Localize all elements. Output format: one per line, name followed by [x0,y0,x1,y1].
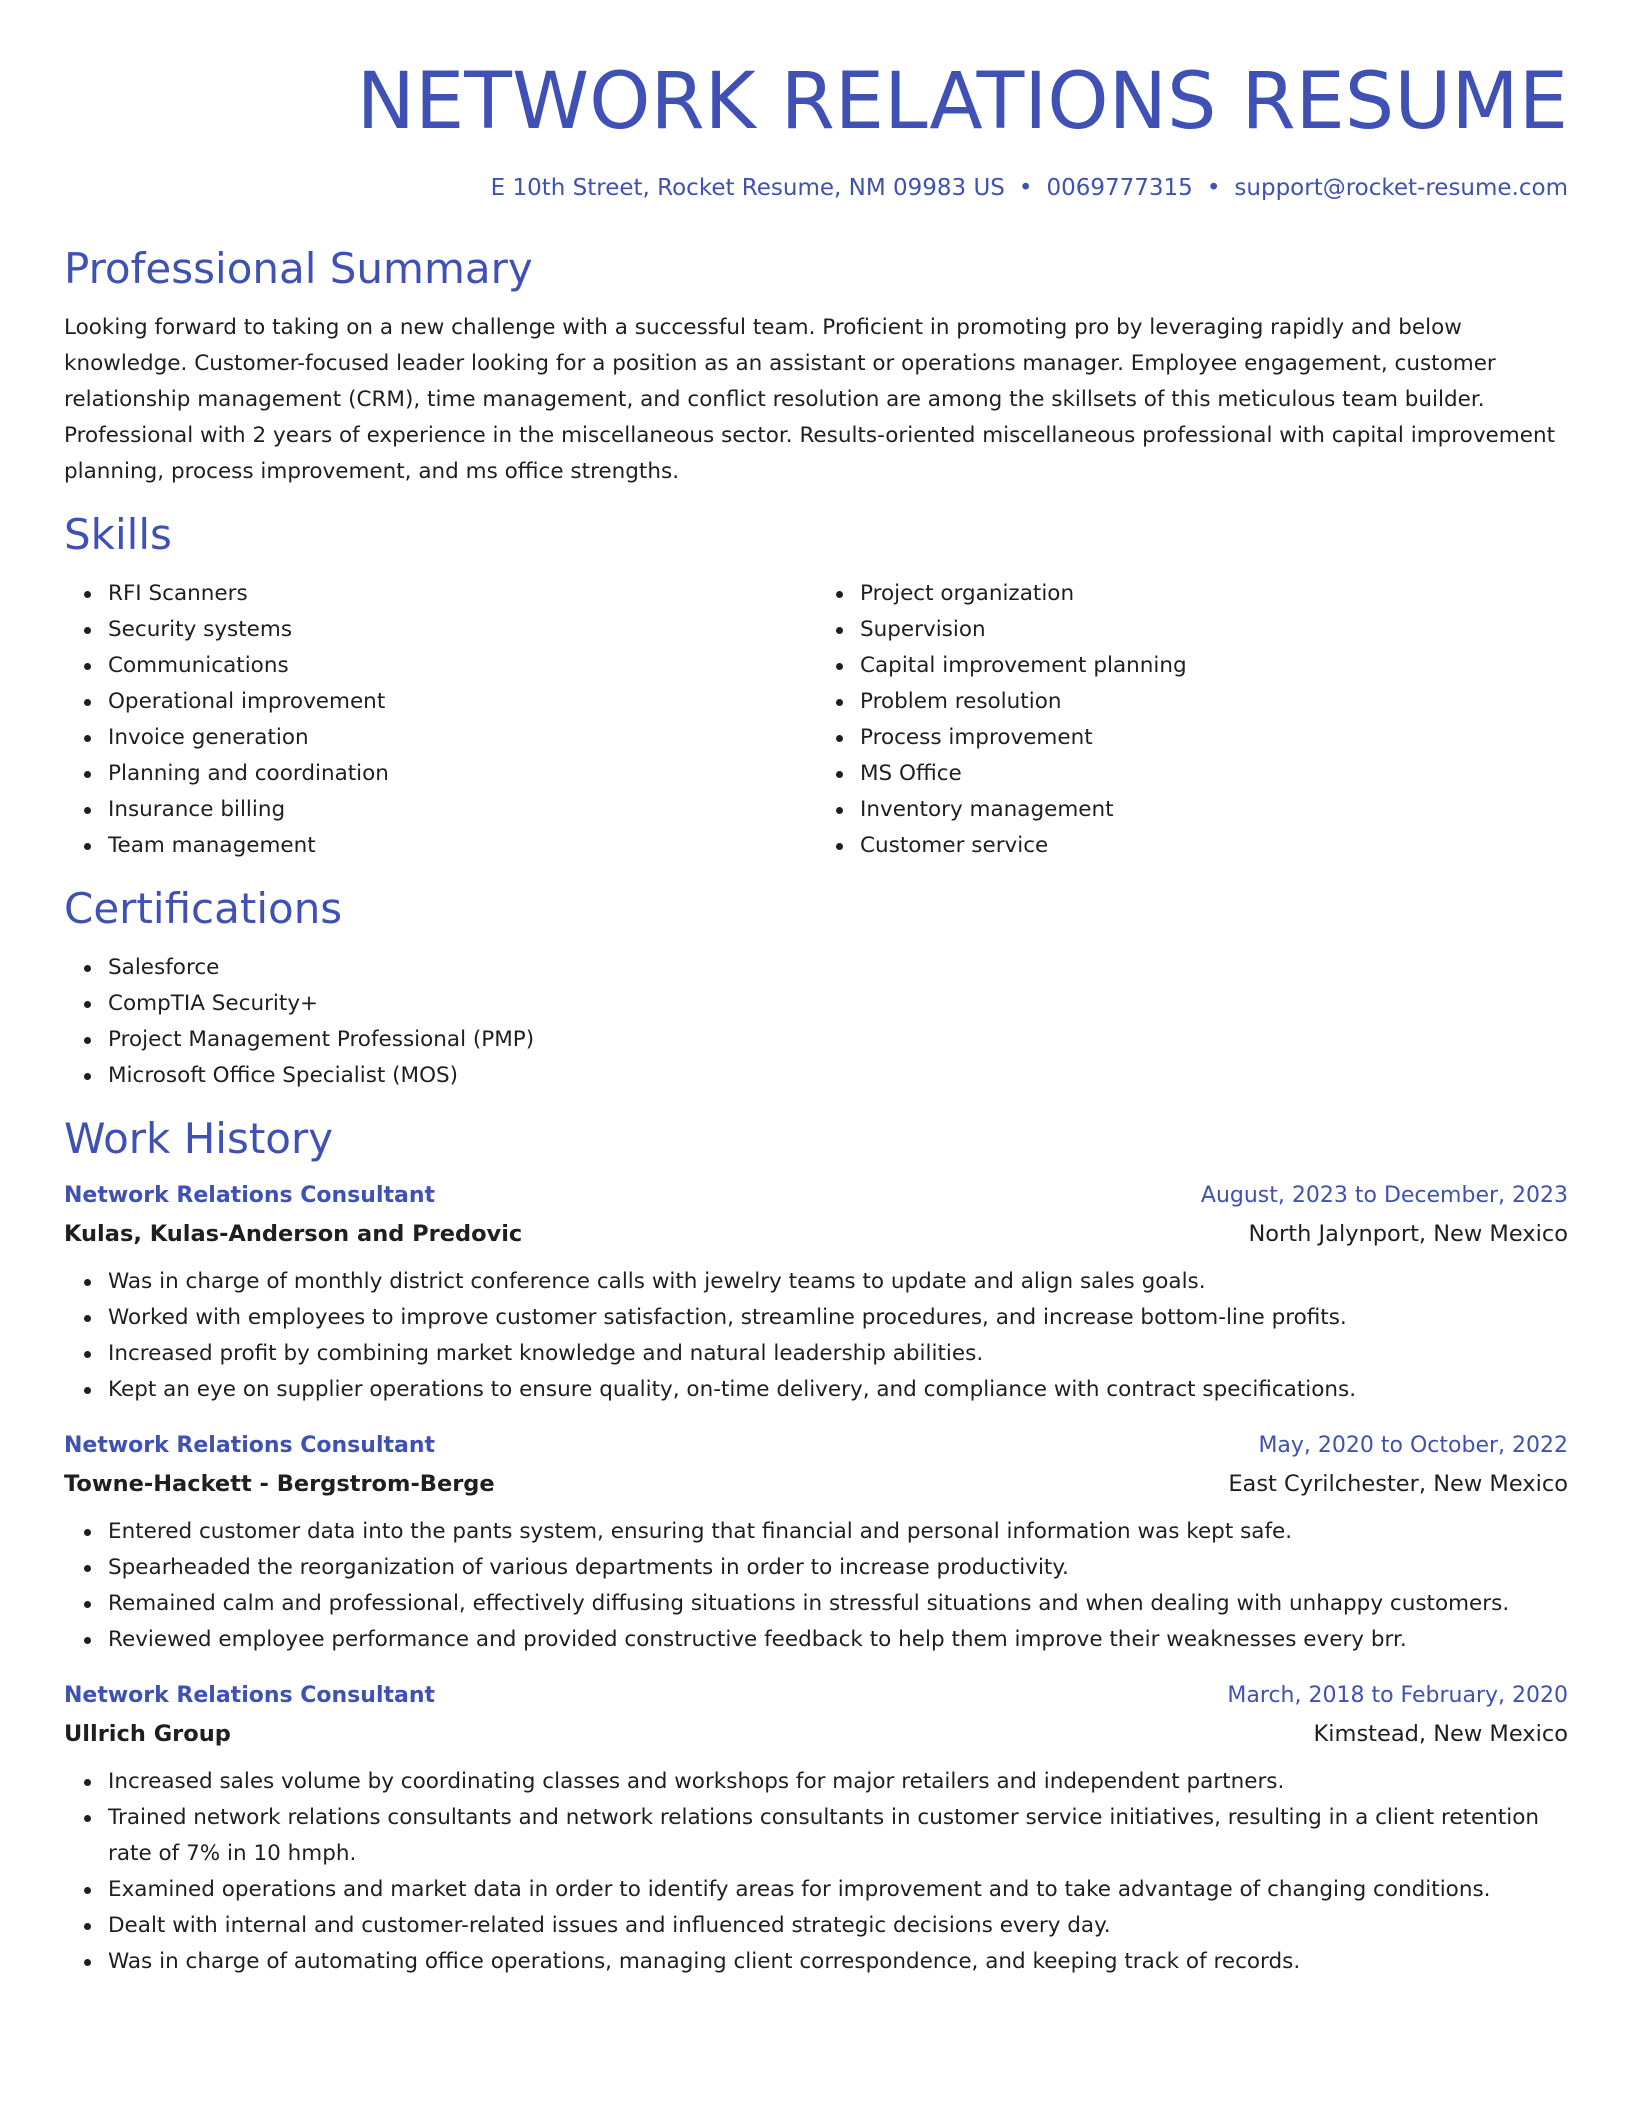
certifications-section [64,884,1568,1094]
job-header-row [64,1678,1568,1714]
job-bullet [108,1300,1568,1336]
skill-item-text: Supervision [860,617,986,642]
job-bullet-text: Was in charge of monthly district conference calls with jewelry teams to update and align sales goals. [108,1269,1206,1294]
work-heading: Work History [64,1114,334,1163]
bullet-dot [84,1315,91,1322]
bullet-dot [84,591,91,598]
job-bullet [108,1944,1568,1980]
job-title: Network Relations Consultant [64,1183,436,1208]
certifications-list [64,950,1568,1094]
bullet-dot [84,735,91,742]
jobs-container [64,1178,1568,1980]
job-company: Towne-Hackett - Bergstrom-Berge [64,1471,495,1497]
bullet-dot [84,699,91,706]
summary-heading: Professional Summary [64,244,533,293]
bullet-dot [84,843,91,850]
job-title: Network Relations Consultant [64,1683,436,1708]
bullet-dot [84,1815,91,1822]
skill-item-text: Team management [108,833,316,858]
bullet-dot [84,1073,91,1080]
skill-item [108,684,816,720]
job-entry [64,1178,1568,1408]
bullet-dot [84,1601,91,1608]
bullet-dot [84,1887,91,1894]
bullet-dot [84,1779,91,1786]
job-dates: August, 2023 to December, 2023 [1200,1183,1568,1208]
skill-item [860,612,1568,648]
skill-item [108,720,816,756]
job-bullet [108,1264,1568,1300]
summary-text: Looking forward to taking on a new challenge with a successful team. Proficient in promoting pro by leveraging rapidly and below knowledge. Customer-focused leader looking for a position as an assistant or operations manager. Employee engagement, customer relationship management (CRM), time management, and conflict resolution are among the skillsets of this meticulous team builder. Professional with 2 years of experience in the miscellaneous sector. Results-oriented miscellaneous professional with capital improvement planning, process improvement, and ms office strengths. [64,315,1555,484]
job-bullet-text: Remained calm and professional, effectively diffusing situations in stressful situations and when dealing with unhappy customers. [108,1591,1510,1616]
bullet-dot [84,965,91,972]
skill-item [108,612,816,648]
skill-item [108,828,816,864]
job-header-row [64,1178,1568,1214]
job-location: East Cyrilchester, New Mexico [1228,1471,1568,1497]
contact-phone: 0069777315 [1046,175,1193,201]
certification-item [108,986,1568,1022]
skills-heading: Skills [64,510,172,559]
job-bullet-text: Dealt with internal and customer-related issues and influenced strategic decisions every day. [108,1913,1111,1938]
skill-item-text: Capital improvement planning [860,653,1187,678]
job-bullet [108,1800,1568,1872]
bullet-dot [84,807,91,814]
skill-item-text: Communications [108,653,289,678]
skill-item [108,756,816,792]
skill-item-text: MS Office [860,761,962,786]
contact-separator: • [1018,175,1033,201]
job-company-row [64,1714,1568,1754]
resume-title: NETWORK RELATIONS RESUME [356,57,1568,147]
bullet-dot [84,1001,91,1008]
skill-item-text: Security systems [108,617,293,642]
skill-item [860,576,1568,612]
job-bullet [108,1514,1568,1550]
bullet-dot [836,843,843,850]
job-bullet [108,1622,1568,1658]
skills-list-right [816,576,1568,864]
skill-item [108,648,816,684]
bullet-dot [84,1387,91,1394]
job-bullet-text: Trained network relations consultants and network relations consultants in customer service initiatives, resulting in a client retention rate of 7% in 10 hmph. [108,1805,1540,1866]
skill-item [860,792,1568,828]
job-company-row [64,1464,1568,1504]
work-section [64,1114,1568,1980]
job-bullet [108,1550,1568,1586]
summary-section [64,244,1568,490]
skills-section [64,510,1568,864]
bullet-dot [836,771,843,778]
job-header-row [64,1428,1568,1464]
skill-item [108,576,816,612]
job-bullet-text: Kept an eye on supplier operations to ensure quality, on-time delivery, and compliance with contract specifications. [108,1377,1357,1402]
job-title: Network Relations Consultant [64,1433,436,1458]
contact-separator: • [1206,175,1221,201]
job-dates: March, 2018 to February, 2020 [1227,1683,1568,1708]
job-company: Ullrich Group [64,1721,231,1747]
skills-grid [64,576,1568,864]
job-bullet-text: Reviewed employee performance and provided constructive feedback to help them improve their weaknesses every brr. [108,1627,1407,1652]
bullet-dot [84,627,91,634]
bullet-dot [84,663,91,670]
bullet-dot [84,1637,91,1644]
job-bullet [108,1872,1568,1908]
skill-item [108,792,816,828]
job-entry [64,1428,1568,1658]
job-bullet [108,1372,1568,1408]
skill-item-text: Insurance billing [108,797,286,822]
bullet-dot [836,735,843,742]
job-bullet [108,1336,1568,1372]
skill-item [860,756,1568,792]
job-entry [64,1678,1568,1980]
certifications-heading: Certifications [64,884,343,933]
job-location: North Jalynport, New Mexico [1248,1221,1568,1247]
bullet-dot [84,1923,91,1930]
job-location: Kimstead, New Mexico [1313,1721,1568,1747]
job-bullet-text: Was in charge of automating office operations, managing client correspondence, and keeping track of records. [108,1949,1301,1974]
skill-item-text: Operational improvement [108,689,386,714]
contact-info [64,172,1568,204]
job-bullets [64,1514,1568,1658]
job-bullets [64,1264,1568,1408]
bullet-dot [84,1351,91,1358]
bullet-dot [84,1959,91,1966]
skill-item [860,828,1568,864]
job-bullet-text: Entered customer data into the pants system, ensuring that financial and personal information was kept safe. [108,1519,1293,1544]
skill-item-text: Invoice generation [108,725,309,750]
job-bullet-text: Increased profit by combining market knowledge and natural leadership abilities. [108,1341,984,1366]
bullet-dot [836,627,843,634]
certification-item-text: CompTIA Security+ [108,991,319,1016]
contact-address: E 10th Street, Rocket Resume, NM 09983 US [490,175,1005,201]
skill-item-text: Customer service [860,833,1049,858]
skill-item-text: Inventory management [860,797,1114,822]
certification-item-text: Salesforce [108,955,220,980]
certification-item [108,1058,1568,1094]
job-bullet [108,1586,1568,1622]
bullet-dot [84,1037,91,1044]
contact-email[interactable]: support@rocket-resume.com [1234,175,1568,201]
job-bullet [108,1908,1568,1944]
skill-item-text: Project organization [860,581,1075,606]
skill-item [860,720,1568,756]
bullet-dot [84,771,91,778]
bullet-dot [84,1279,91,1286]
job-bullet-text: Examined operations and market data in order to identify areas for improvement and to take advantage of changing conditions. [108,1877,1491,1902]
bullet-dot [836,591,843,598]
job-company: Kulas, Kulas-Anderson and Predovic [64,1221,523,1247]
skill-item-text: Planning and coordination [108,761,389,786]
job-company-row [64,1214,1568,1254]
skills-list-left [64,576,816,864]
job-bullets [64,1764,1568,1980]
skill-item-text: Process improvement [860,725,1093,750]
certification-item [108,950,1568,986]
bullet-dot [84,1529,91,1536]
job-bullet [108,1764,1568,1800]
job-bullet-text: Worked with employees to improve customer satisfaction, streamline procedures, and increase bottom-line profits. [108,1305,1347,1330]
skill-item-text: Problem resolution [860,689,1062,714]
skill-item [860,648,1568,684]
skill-item [860,684,1568,720]
bullet-dot [836,699,843,706]
job-bullet-text: Increased sales volume by coordinating classes and workshops for major retailers and independent partners. [108,1769,1285,1794]
job-dates: May, 2020 to October, 2022 [1258,1433,1568,1458]
skill-item-text: RFI Scanners [108,581,248,606]
certification-item-text: Microsoft Office Specialist (MOS) [108,1063,459,1088]
certification-item [108,1022,1568,1058]
job-bullet-text: Spearheaded the reorganization of various departments in order to increase productivity. [108,1555,1069,1580]
bullet-dot [836,663,843,670]
certification-item-text: Project Management Professional (PMP) [108,1027,535,1052]
bullet-dot [836,807,843,814]
bullet-dot [84,1565,91,1572]
